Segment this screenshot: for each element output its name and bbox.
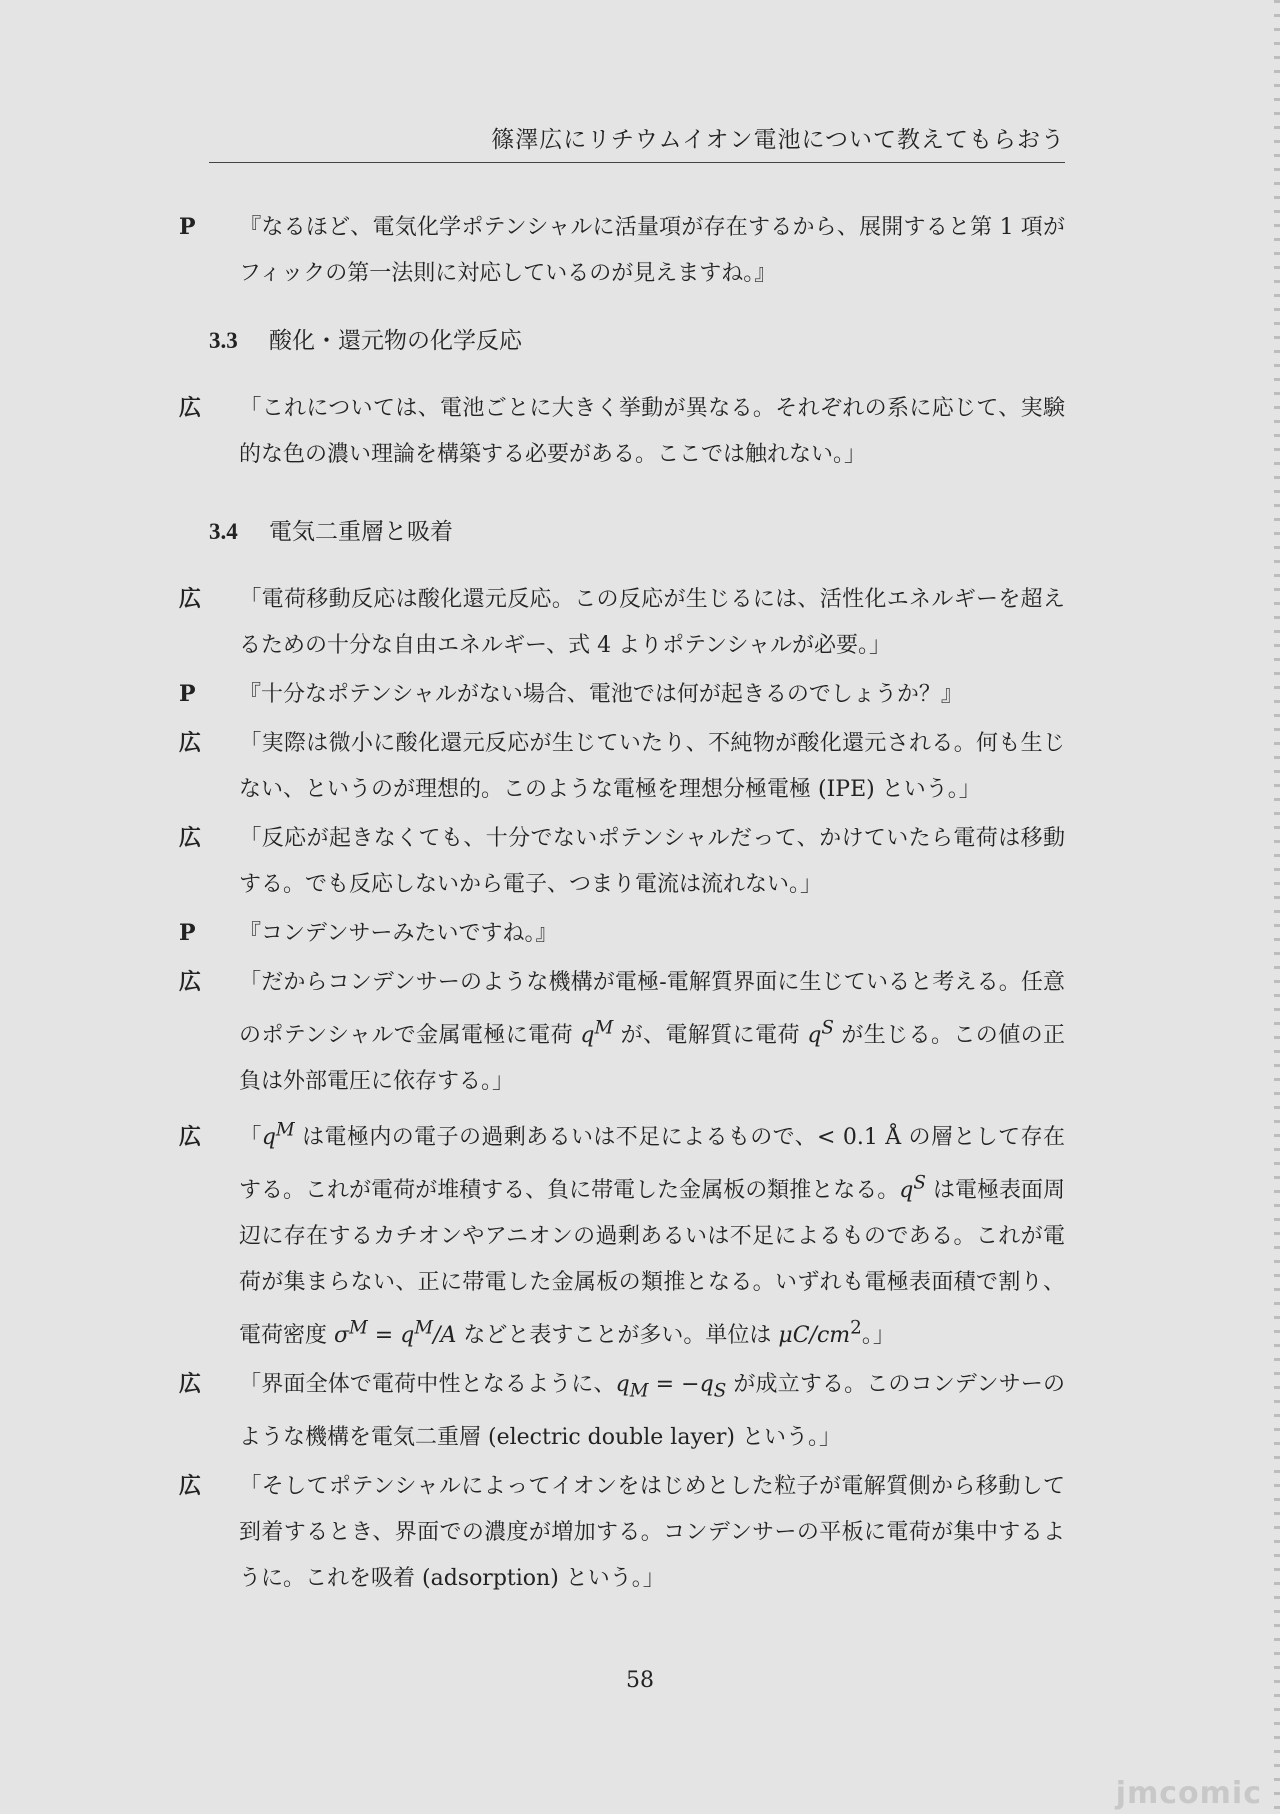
text-segment: が、電解質に電荷 bbox=[613, 1023, 808, 1049]
text-segment: 。」 bbox=[861, 1323, 895, 1349]
math-q: q bbox=[400, 1323, 415, 1349]
dialogue-paragraph: 広 「そしてポテンシャルによってイオンをはじめとした粒子が電解質側から移動して到着するとき、界面での濃度が増加する。コンデンサーの平板に電荷が集中するように。これを吸着 (adsorption) という。」 bbox=[179, 1472, 1065, 1591]
dialogue-text bbox=[239, 1372, 1065, 1449]
dialogue-paragraph: 広 「実際は微小に酸化還元反応が生じていたり、不純物が酸化還元される。何も生じない、というのが理想的。このような電極を理想分極電極 (IPE) という。」 bbox=[179, 730, 1065, 802]
section-heading bbox=[209, 512, 1065, 552]
math-sup-m: M bbox=[349, 1317, 368, 1339]
math-unit: μC/cm bbox=[778, 1323, 851, 1349]
math-over-a: /A bbox=[433, 1323, 457, 1349]
page-body bbox=[179, 204, 1066, 1604]
dialogue-text: 『コンデンサーみたいですね。』 bbox=[239, 921, 558, 946]
dialogue-text: 「そしてポテンシャルによってイオンをはじめとした粒子が電解質側から移動して到着するとき、界面での濃度が増加する。コンデンサーの平板に電荷が集中するように。これを吸着 (adsorption) という。」 bbox=[239, 1473, 1065, 1591]
dialogue-paragraph: 広 「だからコンデンサーのような機構が電極-電解質界面に生じていると考える。任意のポテンシャルで金属電極に電荷 $q^M$ が、電解質に電荷 $q^S$ が生じる。この値の正負は外部電圧に依存する。」 bbox=[179, 969, 1066, 1095]
dialogue-paragraph: P 『コンデンサーみたいですね。』 bbox=[179, 920, 558, 946]
text-segment: が生じる。この値の正負は外部電圧に依存する。」 bbox=[239, 1023, 1066, 1095]
dialogue-paragraph: 広 「電荷移動反応は酸化還元反応。この反応が生じるには、活性化エネルギーを超えるための十分な自由エネルギー、式 4 よりポテンシャルが必要。」 bbox=[179, 586, 1065, 658]
dialogue-paragraph: P 『なるほど、電気化学ポテンシャルに活量項が存在するから、展開すると第 1 項がフィックの第一法則に対応しているのが見えますね。』 bbox=[179, 214, 1065, 286]
text-segment: などと表すことが多い。単位は bbox=[456, 1323, 779, 1349]
dialogue-text: 「これについては、電池ごとに大きく挙動が異なる。それぞれの系に応じて、実験的な色の濃い理論を構築する必要がある。ここでは触れない。」 bbox=[239, 396, 1065, 467]
text-segment: 「 bbox=[239, 1124, 262, 1150]
section-number: 3.3 bbox=[209, 328, 238, 353]
dialogue-text bbox=[239, 1119, 1065, 1349]
math-q: q bbox=[807, 1023, 822, 1049]
page-number: 58 bbox=[626, 1668, 654, 1693]
watermark-logo: jmcomic bbox=[1115, 1776, 1262, 1811]
math-sup-m: M bbox=[414, 1317, 434, 1339]
math-sup-s: S bbox=[821, 1018, 834, 1039]
math-q: q bbox=[615, 1372, 630, 1398]
text-segment: 「界面全体で電荷中性となるように、 bbox=[239, 1372, 616, 1398]
text-segment: は電極表面周辺に存在するカチオンやアニオンの過剰あるいは不足によるものである。これが電荷が集まらない、正に帯電した金属板の類推となる。いずれも電極表面積で割り、電荷密度 bbox=[239, 1177, 1065, 1349]
dialogue-text: 『なるほど、電気化学ポテンシャルに活量項が存在するから、展開すると第 1 項がフィックの第一法則に対応しているのが見えますね。』 bbox=[239, 215, 1065, 286]
text-segment: は電極内の電子の過剰あるいは不足によるもので、< 0.1 Å の層として存在する。これが電荷が堆積する、負に帯電した金属板の類推となる。 bbox=[239, 1124, 1065, 1203]
section-title: 酸化・還元物の化学反応 bbox=[269, 328, 522, 354]
dialogue-text: 「電荷移動反応は酸化還元反応。この反応が生じるには、活性化エネルギーを超えるための十分な自由エネルギー、式 4 よりポテンシャルが必要。」 bbox=[239, 587, 1065, 658]
dialogue-paragraph: 広 「反応が起きなくても、十分でないポテンシャルだって、かけていたら電荷は移動する。でも反応しないから電子、つまり電流は流れない。」 bbox=[179, 825, 1065, 897]
section-title: 電気二重層と吸着 bbox=[269, 519, 453, 545]
math-q: q bbox=[261, 1124, 276, 1150]
math-unit-exp: 2 bbox=[850, 1317, 862, 1339]
dialogue-text: 『十分なポテンシャルがない場合、電池では何が起きるのでしょうか？』 bbox=[239, 682, 963, 707]
dialogue-text bbox=[239, 970, 1065, 1094]
dialogue-paragraph: P 『十分なポテンシャルがない場合、電池では何が起きるのでしょうか？』 bbox=[179, 681, 963, 707]
section-heading bbox=[209, 321, 1065, 361]
math-sub-s: S bbox=[713, 1380, 727, 1402]
math-q: q bbox=[699, 1372, 714, 1398]
text-segment: 「だからコンデンサーのような機構が電極-電解質界面に生じていると考える。任意のポテンシャルで金属電極に電荷 bbox=[239, 970, 1065, 1049]
dialogue-text: 「実際は微小に酸化還元反応が生じていたり、不純物が酸化還元される。何も生じない、というのが理想的。このような電極を理想分極電極 (IPE) という。」 bbox=[239, 731, 1065, 802]
running-header: 篠澤広にリチウムイオン電池について教えてもらおう bbox=[209, 121, 1065, 163]
text-segment: が成立する。このコンデンサーのような機構を電気二重層 (electric double layer) という。」 bbox=[239, 1372, 1065, 1450]
math-sup-m: M bbox=[594, 1018, 614, 1039]
section-number: 3.4 bbox=[209, 519, 238, 544]
dialogue-text: 「反応が起きなくても、十分でないポテンシャルだって、かけていたら電荷は移動する。でも反応しないから電子、つまり電流は流れない。」 bbox=[239, 826, 1065, 897]
dialogue-paragraph: 広 「$q^M$ は電極内の電子の過剰あるいは不足によるもので、< 0.1 Å の層として存在する。これが電荷が堆積する、負に帯電した金属板の類推となる。$q^S$ は電極表面周辺に存在するカチオンやアニオンの過剰あるいは不足によるものである。これが電荷が集まらない、正に帯電した金属板の類推となる。いずれも電極表面積で割り、電荷密度 $\sigma^M = q^M/A$ などと表すことが多い。単位は $\mu C/cm^2$。」 bbox=[179, 1119, 1065, 1349]
math-sigma: σ bbox=[334, 1323, 350, 1349]
math-equals: = − bbox=[648, 1372, 700, 1398]
math-sub-m: M bbox=[629, 1380, 649, 1402]
page-edge-shadow bbox=[1274, 0, 1280, 1814]
dialogue-paragraph: 広 「界面全体で電荷中性となるように、$q_M = -q_S$ が成立する。このコンデンサーのような機構を電気二重層 (electric double layer) という。」 bbox=[179, 1371, 1065, 1450]
math-equals: = bbox=[367, 1323, 401, 1349]
math-sup-m: M bbox=[275, 1119, 295, 1141]
dialogue-paragraph: 広 「これについては、電池ごとに大きく挙動が異なる。それぞれの系に応じて、実験的な色の濃い理論を構築する必要がある。ここでは触れない。」 bbox=[179, 395, 1065, 467]
math-q: q bbox=[899, 1177, 914, 1203]
math-sup-s: S bbox=[913, 1172, 926, 1194]
math-q: q bbox=[580, 1023, 595, 1049]
